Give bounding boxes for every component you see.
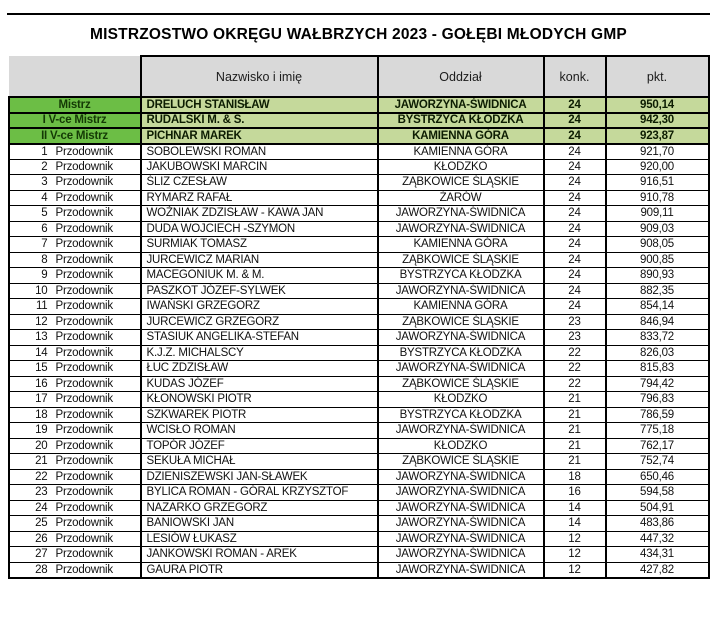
table-row (9, 547, 709, 563)
rank-cell (9, 221, 141, 237)
konk-cell: 24 (544, 221, 606, 237)
pkt-cell: 427,82 (606, 562, 709, 578)
position-title: Przodownik (55, 284, 113, 297)
pkt-cell: 910,78 (606, 190, 709, 206)
table-row (9, 361, 709, 377)
rank-cell (9, 144, 141, 160)
position-title: Przodownik (55, 253, 113, 266)
konk-cell: 21 (544, 423, 606, 439)
rank-cell (9, 500, 141, 516)
branch-cell: KŁODZKO (378, 159, 544, 175)
position-title: Przodownik (55, 393, 113, 406)
pkt-cell: 775,18 (606, 423, 709, 439)
name-cell: ŁUC ZDZISŁAW (141, 361, 378, 377)
name-cell: ŚLIZ CZESŁAW (141, 175, 378, 191)
table-row (9, 469, 709, 485)
pkt-cell: 950,14 (606, 97, 709, 113)
pkt-cell: 854,14 (606, 299, 709, 315)
table-row (9, 237, 709, 253)
name-cell: JAKUBOWSKI MARCIN (141, 159, 378, 175)
konk-cell: 24 (544, 206, 606, 222)
position-number: 24 (35, 501, 48, 514)
rank-cell (9, 376, 141, 392)
konk-cell: 23 (544, 314, 606, 330)
konk-cell: 24 (544, 113, 606, 129)
konk-cell: 24 (544, 252, 606, 268)
header-row (9, 56, 709, 97)
position-number: 1 (41, 145, 48, 158)
table-row (9, 175, 709, 191)
name-cell: KUDAS JÓZEF (141, 376, 378, 392)
table-row (9, 252, 709, 268)
position-title: Przodownik (55, 346, 113, 359)
konk-cell: 24 (544, 190, 606, 206)
top-divider (7, 13, 710, 15)
position-number: 13 (35, 331, 48, 344)
branch-cell: KAMIENNA GÓRA (378, 237, 544, 253)
header-cell-rank (9, 56, 141, 97)
rank-cell (9, 438, 141, 454)
position-number: 2 (41, 160, 48, 173)
name-cell: MACEGONIUK M. & M. (141, 268, 378, 284)
position-title: Przodownik (55, 501, 113, 514)
position-number: 5 (41, 207, 48, 220)
table-row (9, 500, 709, 516)
table-row (9, 531, 709, 547)
konk-cell: 24 (544, 175, 606, 191)
pkt-cell: 794,42 (606, 376, 709, 392)
table-row (9, 392, 709, 408)
rank-cell (9, 485, 141, 501)
rank-cell (9, 562, 141, 578)
branch-cell: ZĄBKOWICE ŚLĄSKIE (378, 454, 544, 470)
name-cell: RUDALSKI M. & S. (141, 113, 378, 129)
table-row (9, 314, 709, 330)
pkt-cell: 483,86 (606, 516, 709, 532)
position-title: Przodownik (55, 315, 113, 328)
header-cell-name: Nazwisko i imię (141, 56, 378, 97)
rank-cell: I V-ce Mistrz (9, 113, 141, 129)
rank-cell: Mistrz (9, 97, 141, 113)
branch-cell: ŻARÓW (378, 190, 544, 206)
position-title: Przodownik (55, 176, 113, 189)
page-title: MISTRZOSTWO OKRĘGU WAŁBRZYCH 2023 - GOŁĘBI MŁODYCH GMP (90, 26, 627, 43)
branch-cell: KAMIENNA GÓRA (378, 144, 544, 160)
pkt-cell: 909,11 (606, 206, 709, 222)
pkt-cell: 942,30 (606, 113, 709, 129)
header-cell-konk: konk. (544, 56, 606, 97)
branch-cell: BYSTRZYCA KŁODZKA (378, 268, 544, 284)
position-number: 27 (35, 548, 48, 561)
konk-cell: 24 (544, 237, 606, 253)
position-title: Przodownik (55, 486, 113, 499)
position-title: Przodownik (55, 331, 113, 344)
pkt-cell: 900,85 (606, 252, 709, 268)
name-cell: NAZARKO GRZEGORZ (141, 500, 378, 516)
name-cell: STASIUK ANGELIKA-STEFAN (141, 330, 378, 346)
pkt-cell: 786,59 (606, 407, 709, 423)
name-cell: KŁONOWSKI PIOTR (141, 392, 378, 408)
branch-cell: ZĄBKOWICE ŚLĄSKIE (378, 314, 544, 330)
branch-cell: KAMIENNA GÓRA (378, 128, 544, 144)
name-cell: BYLICA ROMAN - GÓRAL KRZYSZTOF (141, 485, 378, 501)
konk-cell: 14 (544, 500, 606, 516)
branch-cell: ZĄBKOWICE ŚLĄSKIE (378, 376, 544, 392)
name-cell: DZIENISZEWSKI JAN-SŁAWEK (141, 469, 378, 485)
table-row (9, 376, 709, 392)
konk-cell: 12 (544, 531, 606, 547)
name-cell: WOŹNIAK ZDZISŁAW - KAWA JAN (141, 206, 378, 222)
name-cell: SURMIAK TOMASZ (141, 237, 378, 253)
branch-cell: BYSTRZYCA KŁODZKA (378, 345, 544, 361)
rank-cell (9, 206, 141, 222)
name-cell: JANKOWSKI ROMAN - AREK (141, 547, 378, 563)
rank-cell (9, 547, 141, 563)
branch-cell: ZĄBKOWICE ŚLĄSKIE (378, 175, 544, 191)
position-number: 22 (35, 470, 48, 483)
konk-cell: 22 (544, 361, 606, 377)
konk-cell: 12 (544, 562, 606, 578)
pkt-cell: 504,91 (606, 500, 709, 516)
konk-cell: 16 (544, 485, 606, 501)
position-number: 19 (35, 424, 48, 437)
name-cell: DRELUCH STANISŁAW (141, 97, 378, 113)
position-number: 20 (35, 439, 48, 452)
konk-cell: 22 (544, 376, 606, 392)
branch-cell: JAWORZYNA-ŚWIDNICA (378, 283, 544, 299)
konk-cell: 24 (544, 283, 606, 299)
pkt-cell: 909,03 (606, 221, 709, 237)
position-number: 25 (35, 517, 48, 530)
konk-cell: 21 (544, 407, 606, 423)
konk-cell: 24 (544, 299, 606, 315)
table-row (9, 438, 709, 454)
branch-cell: JAWORZYNA-ŚWIDNICA (378, 531, 544, 547)
position-title: Przodownik (55, 424, 113, 437)
rank-cell (9, 361, 141, 377)
position-title: Przodownik (55, 300, 113, 313)
rank-cell (9, 268, 141, 284)
position-number: 28 (35, 563, 48, 576)
rank-cell (9, 190, 141, 206)
rank-cell (9, 175, 141, 191)
rank-cell (9, 423, 141, 439)
name-cell: IWAŃSKI GRZEGORZ (141, 299, 378, 315)
rank-cell (9, 237, 141, 253)
konk-cell: 14 (544, 516, 606, 532)
rank-cell (9, 159, 141, 175)
konk-cell: 18 (544, 469, 606, 485)
position-title: Przodownik (55, 362, 113, 375)
konk-cell: 24 (544, 144, 606, 160)
position-title: Przodownik (55, 408, 113, 421)
name-cell: GAURA PIOTR (141, 562, 378, 578)
position-title: Przodownik (55, 222, 113, 235)
konk-cell: 21 (544, 438, 606, 454)
rank-cell (9, 330, 141, 346)
position-number: 11 (35, 300, 48, 313)
rank-cell: II V-ce Mistrz (9, 128, 141, 144)
pkt-cell: 815,83 (606, 361, 709, 377)
branch-cell: BYSTRZYCA KŁODZKA (378, 407, 544, 423)
name-cell: TOPÓR JÓZEF (141, 438, 378, 454)
rank-cell (9, 252, 141, 268)
name-cell: JURCEWICZ MARIAN (141, 252, 378, 268)
konk-cell: 22 (544, 345, 606, 361)
position-title: Przodownik (55, 439, 113, 452)
table-row (9, 144, 709, 160)
champion-row (9, 128, 709, 144)
position-number: 10 (35, 284, 48, 297)
name-cell: LESIÓW ŁUKASZ (141, 531, 378, 547)
position-number: 23 (35, 486, 48, 499)
rank-cell (9, 454, 141, 470)
branch-cell: JAWORZYNA-ŚWIDNICA (378, 547, 544, 563)
branch-cell: JAWORZYNA-ŚWIDNICA (378, 562, 544, 578)
position-title: Przodownik (55, 207, 113, 220)
pkt-cell: 920,00 (606, 159, 709, 175)
position-number: 26 (35, 532, 48, 545)
position-number: 9 (41, 269, 48, 282)
pkt-cell: 826,03 (606, 345, 709, 361)
pkt-cell: 890,93 (606, 268, 709, 284)
champion-row (9, 97, 709, 113)
results-table (8, 55, 710, 579)
champion-row (9, 113, 709, 129)
konk-cell: 12 (544, 547, 606, 563)
position-title: Przodownik (55, 160, 113, 173)
pkt-cell: 923,87 (606, 128, 709, 144)
table-row (9, 423, 709, 439)
name-cell: K.J.Z. MICHALSCY (141, 345, 378, 361)
table-row (9, 562, 709, 578)
pkt-cell: 846,94 (606, 314, 709, 330)
position-title: Przodownik (55, 191, 113, 204)
table-row (9, 516, 709, 532)
position-number: 14 (35, 346, 48, 359)
name-cell: SEKUŁA MICHAŁ (141, 454, 378, 470)
table-row (9, 299, 709, 315)
pkt-cell: 916,51 (606, 175, 709, 191)
konk-cell: 21 (544, 392, 606, 408)
rank-cell (9, 283, 141, 299)
table-row (9, 330, 709, 346)
branch-cell: JAWORZYNA-ŚWIDNICA (378, 469, 544, 485)
branch-cell: JAWORZYNA-ŚWIDNICA (378, 516, 544, 532)
table-row (9, 206, 709, 222)
position-title: Przodownik (55, 532, 113, 545)
name-cell: BANIOWSKI JAN (141, 516, 378, 532)
table-row (9, 190, 709, 206)
position-number: 16 (35, 377, 48, 390)
position-number: 3 (41, 176, 48, 189)
table-row (9, 485, 709, 501)
position-number: 6 (41, 222, 48, 235)
name-cell: PASZKOT JÓZEF-SYLWEK (141, 283, 378, 299)
table-row (9, 454, 709, 470)
name-cell: PICHNAR MAREK (141, 128, 378, 144)
pkt-cell: 882,35 (606, 283, 709, 299)
rank-cell (9, 516, 141, 532)
branch-cell: JAWORZYNA-ŚWIDNICA (378, 423, 544, 439)
name-cell: SOBOLEWSKI ROMAN (141, 144, 378, 160)
header-cell-branch: Oddział (378, 56, 544, 97)
position-title: Przodownik (55, 455, 113, 468)
konk-cell: 24 (544, 159, 606, 175)
table-row (9, 345, 709, 361)
konk-cell: 21 (544, 454, 606, 470)
pkt-cell: 434,31 (606, 547, 709, 563)
pkt-cell: 447,32 (606, 531, 709, 547)
position-title: Przodownik (55, 145, 113, 158)
pkt-cell: 752,74 (606, 454, 709, 470)
position-number: 15 (35, 362, 48, 375)
pkt-cell: 796,83 (606, 392, 709, 408)
header-cell-pkt: pkt. (606, 56, 709, 97)
rank-cell (9, 407, 141, 423)
position-number: 18 (35, 408, 48, 421)
pkt-cell: 908,05 (606, 237, 709, 253)
position-number: 17 (35, 393, 48, 406)
pkt-cell: 762,17 (606, 438, 709, 454)
branch-cell: BYSTRZYCA KŁODZKA (378, 113, 544, 129)
branch-cell: JAWORZYNA-ŚWIDNICA (378, 206, 544, 222)
position-number: 8 (41, 253, 48, 266)
table-row (9, 221, 709, 237)
branch-cell: KŁODZKO (378, 392, 544, 408)
rank-cell (9, 345, 141, 361)
table-row (9, 268, 709, 284)
branch-cell: JAWORZYNA-ŚWIDNICA (378, 221, 544, 237)
position-title: Przodownik (55, 517, 113, 530)
pkt-cell: 650,46 (606, 469, 709, 485)
position-number: 4 (41, 191, 48, 204)
rank-cell (9, 299, 141, 315)
table-row (9, 283, 709, 299)
pkt-cell: 833,72 (606, 330, 709, 346)
position-title: Przodownik (55, 377, 113, 390)
position-title: Przodownik (55, 563, 113, 576)
branch-cell: ZĄBKOWICE ŚLĄSKIE (378, 252, 544, 268)
rank-cell (9, 314, 141, 330)
pkt-cell: 594,58 (606, 485, 709, 501)
branch-cell: JAWORZYNA-ŚWIDNICA (378, 97, 544, 113)
branch-cell: KAMIENNA GÓRA (378, 299, 544, 315)
konk-cell: 23 (544, 330, 606, 346)
table-row (9, 159, 709, 175)
konk-cell: 24 (544, 128, 606, 144)
position-number: 7 (41, 238, 48, 251)
konk-cell: 24 (544, 97, 606, 113)
branch-cell: JAWORZYNA-ŚWIDNICA (378, 330, 544, 346)
name-cell: RYMARZ RAFAŁ (141, 190, 378, 206)
name-cell: SZKWAREK PIOTR (141, 407, 378, 423)
branch-cell: JAWORZYNA-ŚWIDNICA (378, 485, 544, 501)
position-number: 21 (35, 455, 48, 468)
rank-cell (9, 392, 141, 408)
branch-cell: JAWORZYNA-ŚWIDNICA (378, 361, 544, 377)
rank-cell (9, 531, 141, 547)
pkt-cell: 921,70 (606, 144, 709, 160)
position-title: Przodownik (55, 269, 113, 282)
konk-cell: 24 (544, 268, 606, 284)
rank-cell (9, 469, 141, 485)
position-title: Przodownik (55, 548, 113, 561)
name-cell: WCISŁO ROMAN (141, 423, 378, 439)
table-row (9, 407, 709, 423)
position-number: 12 (35, 315, 48, 328)
results-body (9, 97, 709, 578)
name-cell: DUDA WOJCIECH -SZYMON (141, 221, 378, 237)
position-title: Przodownik (55, 238, 113, 251)
name-cell: JURCEWICZ GRZEGORZ (141, 314, 378, 330)
position-title: Przodownik (55, 470, 113, 483)
branch-cell: KŁODZKO (378, 438, 544, 454)
branch-cell: JAWORZYNA-ŚWIDNICA (378, 500, 544, 516)
